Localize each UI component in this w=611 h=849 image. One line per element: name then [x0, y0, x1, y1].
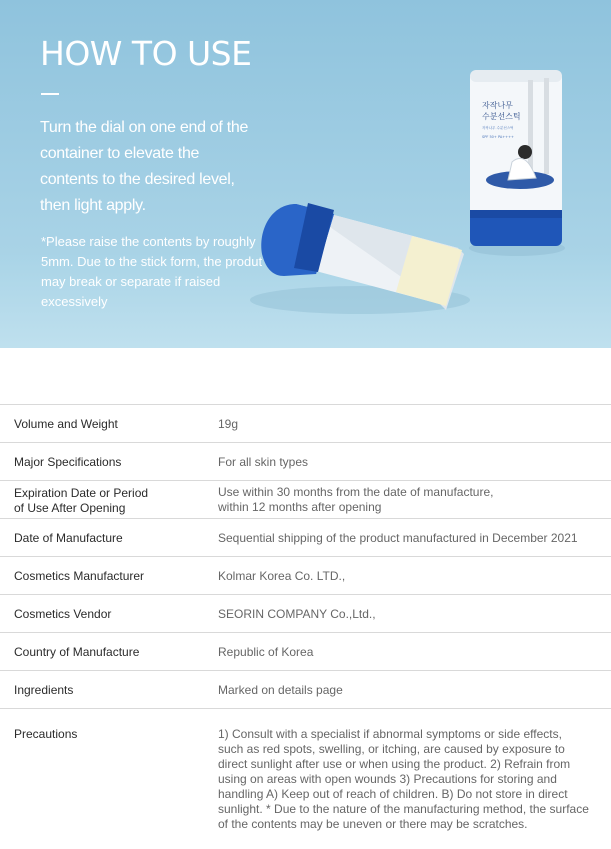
spec-row — [0, 442, 611, 480]
spec-value: Marked on details page — [218, 683, 343, 697]
product-label-spf: SPF 50+ PA++++ — [482, 135, 514, 139]
spec-row — [0, 594, 611, 632]
spec-label: Cosmetics Vendor — [14, 607, 112, 621]
spec-label: Precautions — [14, 727, 78, 741]
spec-label: Ingredients — [14, 683, 74, 697]
spec-value: Republic of Korea — [218, 645, 314, 659]
spec-label: Major Specifications — [14, 455, 122, 469]
product-info-table — [0, 404, 611, 849]
spec-row — [0, 556, 611, 594]
spec-value: For all skin types — [218, 455, 309, 469]
product-label-line1: 자작나무 — [482, 101, 513, 110]
product-label-line3: 자작나무 수분선스틱 — [482, 126, 514, 130]
title-divider — [41, 93, 59, 95]
product-label-line2: 수분선스틱 — [482, 112, 521, 121]
spec-value: SEORIN COMPANY Co.,Ltd., — [218, 607, 376, 621]
spec-value: Sequential shipping of the product manufactured in December 2021 — [218, 531, 578, 545]
spec-label: Expiration Date or Period of Use After Opening — [14, 486, 149, 515]
spec-label: Volume and Weight — [14, 417, 118, 431]
spec-row — [0, 632, 611, 670]
section-title: HOW TO USE — [40, 34, 252, 73]
spec-value: 19g — [218, 417, 239, 431]
usage-instructions: Turn the dial on one end of the container to elevate the contents to the desired level, then light apply. — [40, 119, 249, 214]
spec-row — [0, 404, 611, 442]
standing-stick-image — [469, 70, 565, 256]
lying-stick-image — [250, 203, 470, 314]
spec-value: 1) Consult with a specialist if abnormal symptoms or side effects, such as red spots, swelling, or itching, are caused by exposure to direct sunlight after use or when using the product. 2) Refrain from using on areas with open wounds 3) Precautions for storing and handling A) Keep out of reach of children. B) Do not store in direct sunlight. * Due to the nature of the manufacturing method, the surface of the contents may be uneven or there may be scratches. — [218, 727, 589, 831]
spec-label: Country of Manufacture — [14, 645, 140, 659]
spec-value: Use within 30 months from the date of manufacture, within 12 months after opening — [218, 485, 494, 514]
spec-row — [0, 708, 611, 849]
how-to-use-banner — [0, 0, 611, 348]
spec-value: Kolmar Korea Co. LTD., — [218, 569, 346, 583]
spec-label: Cosmetics Manufacturer — [14, 569, 145, 583]
spec-row — [0, 518, 611, 556]
usage-note: *Please raise the contents by roughly 5mm. Due to the stick form, the produt may break or separate if raised excessively — [41, 234, 263, 309]
spec-row — [0, 670, 611, 708]
spec-label: Date of Manufacture — [14, 531, 123, 545]
spec-row — [0, 480, 611, 518]
